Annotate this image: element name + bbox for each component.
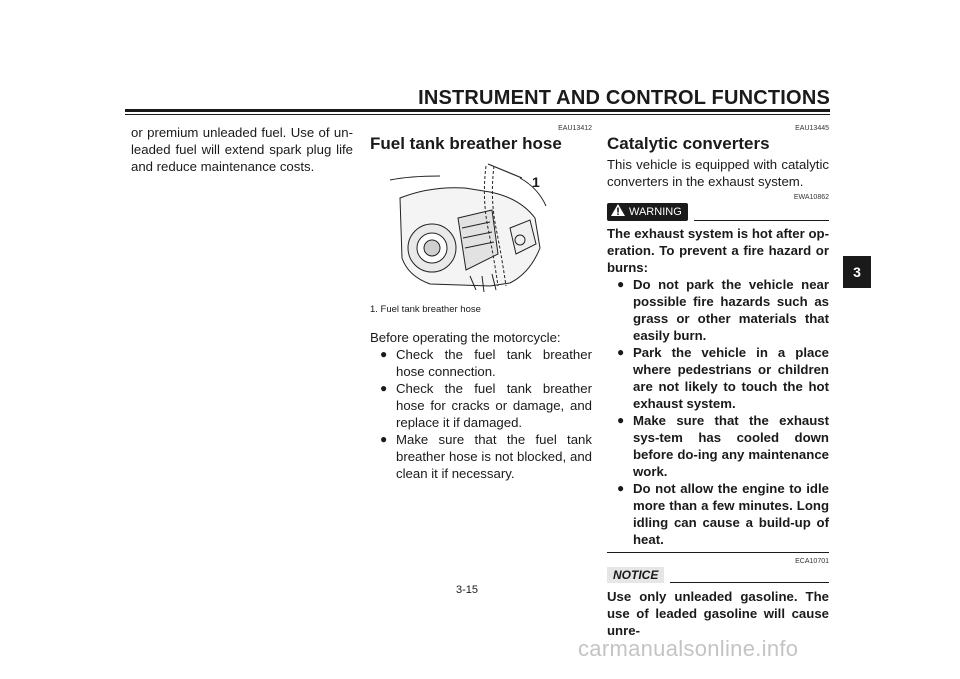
- list-item: [370, 431, 592, 482]
- notice-code: ECA10701: [795, 558, 829, 565]
- warning-rule: [694, 220, 829, 221]
- bullet-icon: ●: [617, 481, 625, 495]
- continued-text: or premium unleaded fuel. Use of un-leaded fuel will extend spark plug life and reduce maintenance costs.: [131, 125, 353, 174]
- bullet-icon: ●: [380, 347, 388, 361]
- list-item: [607, 344, 829, 412]
- bullet-icon: ●: [380, 432, 388, 446]
- warning-label: WARNING: [629, 206, 682, 218]
- bullet-icon: ●: [617, 413, 625, 427]
- warning-badge: [607, 203, 688, 221]
- warning-end-rule: [607, 552, 829, 553]
- list-item: [607, 412, 829, 480]
- section-code: EAU13412: [558, 125, 592, 132]
- notice-badge: NOTICE: [607, 567, 664, 583]
- warning-text: The exhaust system is hot after op-eration. To prevent a fire hazard or burns:: [607, 226, 829, 275]
- list-item: [370, 380, 592, 431]
- list-item-text: Do not allow the engine to idle more than a few minutes. Long idling can cause a build-up of heat.: [633, 481, 829, 547]
- notice-header: [607, 567, 829, 583]
- section-code: EAU13445: [795, 125, 829, 132]
- list-item-text: Park the vehicle in a place where pedestrians or children are not likely to touch the hot exhaust system.: [633, 345, 829, 411]
- column-1: [131, 124, 353, 175]
- header-rule: [125, 109, 830, 112]
- column-3: [607, 124, 829, 639]
- page-header-title: INSTRUMENT AND CONTROL FUNCTIONS: [418, 87, 830, 109]
- list-item-text: Make sure that the fuel tank breather hose is not blocked, and clean it if necessary.: [396, 432, 592, 481]
- chapter-tab: 3: [843, 256, 871, 288]
- list-item-text: Make sure that the exhaust sys-tem has cooled down before do-ing any maintenance work.: [633, 413, 829, 479]
- bullet-icon: ●: [617, 345, 625, 359]
- watermark: carmanualsonline.info: [578, 636, 799, 661]
- header-rule-thin: [125, 114, 830, 115]
- warning-code: EWA10862: [793, 194, 829, 201]
- bullet-icon: ●: [380, 381, 388, 395]
- page-number: 3-15: [456, 584, 479, 596]
- bullet-icon: ●: [617, 277, 625, 291]
- list-item-text: Check the fuel tank breather hose connection.: [396, 347, 592, 379]
- list-item-text: Do not park the vehicle near possible fire hazards such as grass or other materials that easily burn.: [633, 277, 829, 343]
- list-item-text: Check the fuel tank breather hose for cracks or damage, and replace it if damaged.: [396, 381, 592, 430]
- warning-triangle-icon: [611, 204, 625, 216]
- list-item: [607, 480, 829, 548]
- figure-callout-1: 1: [532, 174, 540, 190]
- figure-caption: 1. Fuel tank breather hose: [370, 304, 481, 315]
- section-title-catalytic-converters: Catalytic converters: [607, 134, 770, 153]
- warning-header: [607, 203, 829, 221]
- notice-rule: [670, 582, 829, 583]
- check-list: [370, 346, 592, 482]
- catalytic-intro: This vehicle is equipped with catalytic converters in the exhaust system.: [607, 157, 829, 189]
- before-operating-intro: Before operating the motorcycle:: [370, 330, 561, 345]
- notice-text: Use only unleaded gasoline. The use of leaded gasoline will cause unre-: [607, 589, 829, 638]
- section-title-breather-hose: Fuel tank breather hose: [370, 134, 562, 153]
- column-2: [370, 124, 592, 482]
- list-item: [370, 346, 592, 380]
- list-item: [607, 276, 829, 344]
- warning-list: [607, 276, 829, 548]
